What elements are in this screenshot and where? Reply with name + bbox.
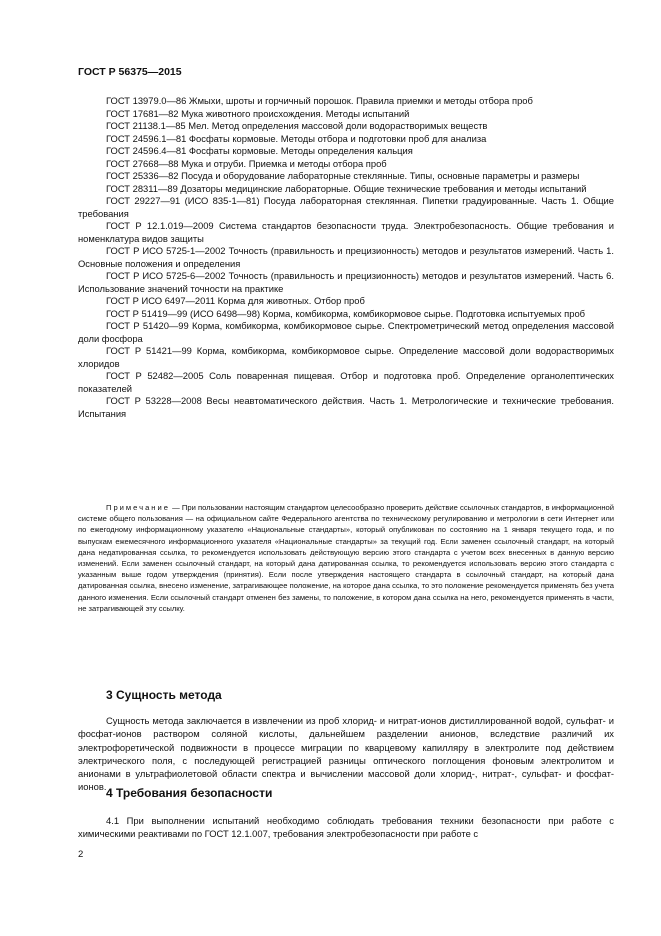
reference-item: ГОСТ Р 51420—99 Корма, комбикорма, комбикормовое сырье. Спектрометрический метод определения массовой доли фосфора [78, 320, 614, 344]
reference-item: ГОСТ Р 52482—2005 Соль поваренная пищевая. Отбор и подготовка проб. Определение органолептических показателей [78, 370, 614, 394]
reference-item: ГОСТ Р 53228—2008 Весы неавтоматического действия. Часть 1. Метрологические и технические требования. Испытания [78, 395, 614, 419]
section-4-paragraph: 4.1 При выполнении испытаний необходимо соблюдать требования техники безопасности при работе с химическими реактивами по ГОСТ 12.1.007, требования электробезопасности при работе с [78, 815, 614, 840]
reference-item: ГОСТ 29227—91 (ИСО 835-1—81) Посуда лабораторная стеклянная. Пипетки градуированные. Часть 1. Общие требования [78, 195, 614, 219]
reference-item: ГОСТ 24596.1—81 Фосфаты кормовые. Методы отбора и подготовки проб для анализа [106, 132, 487, 144]
reference-item: ГОСТ Р ИСО 6497—2011 Корма для животных. Отбор проб [106, 295, 365, 306]
reference-item: ГОСТ 24596.4—81 Фосфаты кормовые. Методы определения кальция [106, 145, 413, 156]
reference-item: ГОСТ 27668—88 Мука и отруби. Приемка и методы отбора проб [106, 157, 387, 169]
reference-item: ГОСТ Р ИСО 5725-1—2002 Точность (правильность и прецизионность) методов и результатов измерений. Часть 1. Основные положения и определения [78, 245, 614, 269]
section-3-heading: 3 Сущность метода [106, 688, 222, 702]
reference-item: ГОСТ 21138.1—85 Мел. Метод определения массовой доли водорастворимых веществ [106, 120, 488, 131]
note-paragraph [78, 502, 614, 614]
reference-item: ГОСТ 25336—82 Посуда и оборудование лабораторные стеклянные. Типы, основные параметры и размеры [106, 170, 580, 181]
reference-item: ГОСТ Р 12.1.019—2009 Система стандартов безопасности труда. Электробезопасность. Общие требования и номенклатура видов защиты [78, 220, 614, 244]
reference-item: ГОСТ 13979.0—86 Жмыхи, шроты и горчичный порошок. Правила приемки и методы отбора проб [106, 95, 533, 106]
page-number: 2 [78, 849, 84, 860]
section-3-paragraph: Сущность метода заключается в извлечении из проб хлорид- и нитрат-ионов дистиллированной водой, сульфат- и фосфат-ионов раствором соляной кислоты, дальнейшем разделении анионов, вследствие различий их электрофоретической подвижности в процессе миграции по кварцевому капилляру в электролите под действием электрического поля, с последующей регистрацией разницы оптического поглощения фоновым электролитом и анионами в ультрафиолетовой области спектра и вычислении массовой доли хлорид-, нитрат-, сульфат- и фосфат-ионов. [78, 715, 614, 793]
page-header: ГОСТ Р 56375—2015 [78, 66, 182, 78]
normative-references [78, 95, 614, 420]
reference-item: ГОСТ 28311—89 Дозаторы медицинские лабораторные. Общие технические требования и методы испытаний [106, 182, 587, 194]
reference-item: ГОСТ Р 51419—99 (ИСО 6498—98) Корма, комбикорма, комбикормовое сырье. Подготовка испытуемых проб [106, 307, 586, 319]
note-text: — При пользовании настоящим стандартом целесообразно проверить действие ссылочных стандартов, в информационной системе общего пользования — на официальном сайте Федерального агентства по техническому регулированию и метрологии в сети Интернет или по ежегодному информационному указателю «Национальные стандарты», который опубликован по состоянию на 1 января текущего года, и по выпускам ежемесячного информационного указателя «Национальные стандарты» за текущий год. Если заменен ссылочный стандарт, на который дана недатированная ссылка, то рекомендуется использовать действующую версию этого стандарта с учетом всех внесенных в данную версию изменений. Если заменен ссылочный стандарт, на который дана датированная ссылка, то рекомендуется использовать версию этого стандарта с указанным выше годом утверждения (принятия). Если после утверждения настоящего стандарта в ссылочный стандарт, на который дана датированная ссылка, внесено изменение, затрагивающее положение, на которое дана ссылка, то это положение рекомендуется применять без учета данного изменения. Если ссылочный стандарт отменен без замены, то положение, в котором дана ссылка на него, рекомендуется применять в части, не затрагивающей эту ссылку. [78, 503, 614, 613]
reference-item: ГОСТ Р ИСО 5725-6—2002 Точность (правильность и прецизионность) методов и результатов измерений. Часть 6. Использование значений точности на практике [78, 270, 614, 294]
reference-item: ГОСТ Р 51421—99 Корма, комбикорма, комбикормовое сырье. Определение массовой доли водорастворимых хлоридов [78, 345, 614, 369]
section-4-heading: 4 Требования безопасности [106, 786, 273, 800]
reference-item: ГОСТ 17681—82 Мука животного происхождения. Методы испытаний [106, 107, 410, 119]
note-label: Примечание [106, 503, 170, 512]
